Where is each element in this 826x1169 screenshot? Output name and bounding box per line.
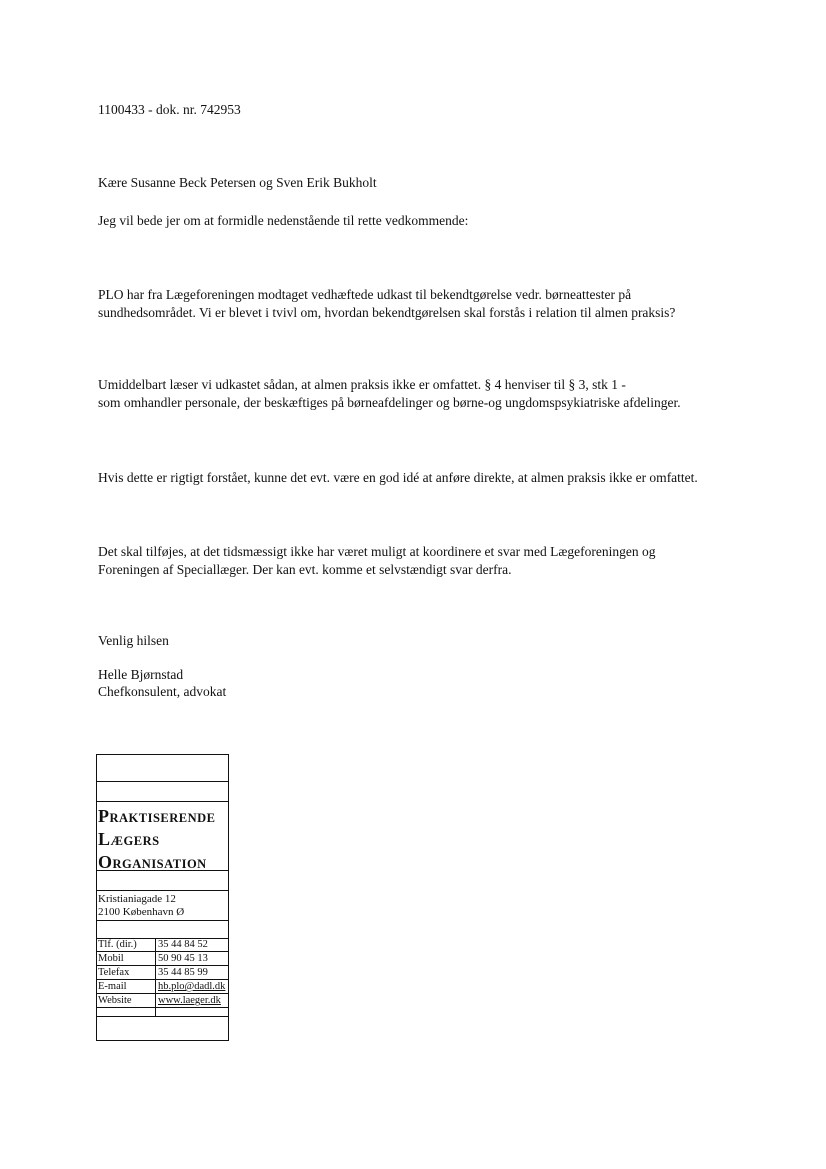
contact-row-phone: [97, 938, 228, 952]
paragraph-2-line-1: Umiddelbart læser vi udkastet sådan, at almen praksis ikke er omfattet. § 4 henviser til § 3, stk 1 -: [98, 377, 626, 392]
paragraph-4-line-1: Det skal tilføjes, at det tidsmæssigt ikke har været muligt at koordinere et svar med Lægeforeningen og: [98, 544, 656, 559]
request-line: Jeg vil bede jer om at formidle nedenstående til rette vedkommende:: [98, 213, 469, 228]
signature-name: Helle Bjørnstad: [98, 667, 184, 682]
paragraph-4-line-2: Foreningen af Speciallæger. Der kan evt. komme et selvstændigt svar derfra.: [98, 562, 512, 577]
website-link[interactable]: www.laeger.dk: [158, 995, 221, 1006]
divider: [97, 1016, 228, 1017]
paragraph-1-line-1: PLO har fra Lægeforeningen modtaget vedhæftede udkast til bekendtgørelse vedr. børneattester på: [98, 287, 632, 302]
divider: [97, 920, 228, 921]
logo-line-1: PRAKTISERENDE: [98, 806, 216, 826]
paragraph-3-line-1: Hvis dette er rigtigt forstået, kunne det evt. være en god idé at anføre direkte, at almen praksis ikke er omfattet.: [98, 470, 698, 485]
contact-row-website: [97, 994, 228, 1008]
logo-line-2: LÆGERS: [98, 829, 160, 849]
contact-label: Mobil: [98, 953, 124, 964]
closing: Venlig hilsen: [98, 633, 169, 648]
contact-value: 50 90 45 13: [158, 953, 208, 964]
contact-row-mobile: [97, 952, 228, 966]
contact-value: 35 44 85 99: [158, 967, 208, 978]
signature-title: Chefkonsulent, advokat: [98, 684, 227, 699]
contact-label: E-mail: [98, 981, 127, 992]
address-line-1: Kristianiagade 12: [98, 893, 176, 905]
contact-value: 35 44 84 52: [158, 939, 208, 950]
contact-row-fax: [97, 966, 228, 980]
document-reference: 1100433 - dok. nr. 742953: [98, 102, 241, 117]
paragraph-1-line-2: sundhedsområdet. Vi er blevet i tvivl om, hvordan bekendtgørelsen skal forstås i relation til almen praksis?: [98, 305, 676, 320]
paragraph-2-line-2: som omhandler personale, der beskæftiges på børneafdelinger og børne-og ungdomspsykiatriske afdelinger.: [98, 395, 681, 410]
greeting: Kære Susanne Beck Petersen og Sven Erik Bukholt: [98, 175, 377, 190]
contact-row-email: [97, 980, 228, 994]
contact-label: Tlf. (dir.): [98, 939, 137, 950]
divider: [97, 890, 228, 891]
divider: [97, 870, 228, 871]
contact-label: Website: [98, 995, 132, 1006]
logo-line-3: ORGANISATION: [98, 852, 207, 872]
divider: [97, 801, 228, 802]
contact-label: Telefax: [98, 967, 130, 978]
email-link[interactable]: hb.plo@dadl.dk: [158, 981, 226, 992]
divider: [97, 781, 228, 782]
address-line-2: 2100 København Ø: [98, 906, 185, 918]
organization-letterhead-box: [96, 754, 229, 1041]
contact-table: [97, 938, 228, 1008]
